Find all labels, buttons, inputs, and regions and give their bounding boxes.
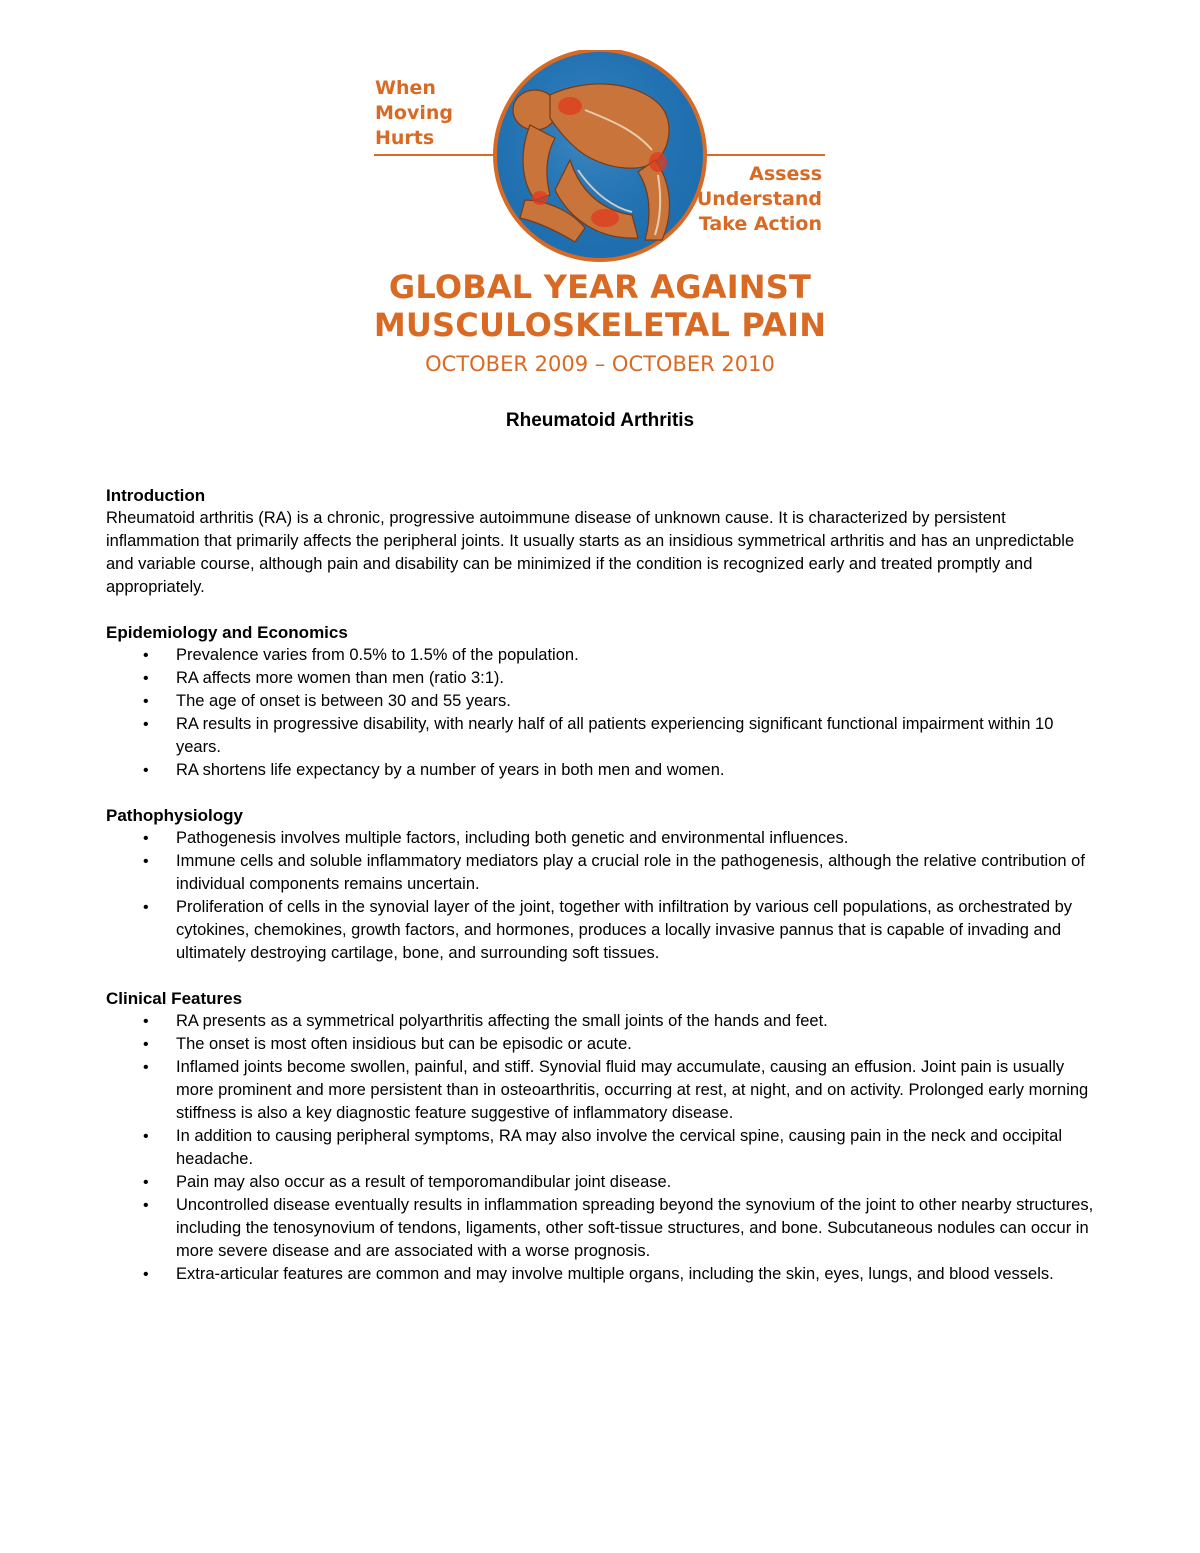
tagline-right-line: Take Action [698,213,822,235]
list-item: • Pathogenesis involves multiple factors, including both genetic and environmental influences. [106,827,1096,850]
campaign-logo [370,50,840,380]
list-item: • RA presents as a symmetrical polyarthritis affecting the small joints of the hands and feet. [106,1010,1096,1033]
section-heading: Epidemiology and Economics [106,623,348,642]
section-heading: Clinical Features [106,989,243,1008]
campaign-dates: OCTOBER 2009 – OCTOBER 2010 [425,352,775,376]
section-clinical-features [106,987,1096,1286]
bullet-list [106,644,1096,782]
section-heading: Introduction [106,486,206,505]
section-introduction [106,484,1096,599]
tagline-left-line: Moving [375,102,453,124]
tagline-left [375,76,453,151]
tagline-left-line: Hurts [375,127,435,149]
campaign-title-line1: GLOBAL YEAR AGAINST [388,268,812,306]
list-item: • Prevalence varies from 0.5% to 1.5% of the population. [106,644,1096,667]
list-item: • The age of onset is between 30 and 55 years. [106,690,1096,713]
tagline-right [697,162,822,237]
tagline-right-line: Assess [749,163,822,185]
list-item: • Proliferation of cells in the synovial layer of the joint, together with infiltration by various cell populations, as orchestrated by cytokines, chemokines, growth factors, and hormones, produces a locally invasive pannus that is capable of invading and ultimately destroying cartilage, bone, and surrounding soft tissues. [106,896,1096,965]
list-item: • Pain may also occur as a result of temporomandibular joint disease. [106,1171,1096,1194]
list-item: • RA shortens life expectancy by a number of years in both men and women. [106,759,1096,782]
section-paragraph: Rheumatoid arthritis (RA) is a chronic, progressive autoimmune disease of unknown cause. It is characterized by persistent inflammation that primarily affects the peripheral joints. It usually starts as an insidious symmetrical arthritis and has an unpredictable and variable course, although pain and disability can be minimized if the condition is recognized early and treated promptly and appropriately. [106,509,1075,596]
tagline-right-line: Understand [696,188,822,210]
document-body [106,484,1096,1308]
list-item: • In addition to causing peripheral symptoms, RA may also involve the cervical spine, causing pain in the neck and occipital headache. [106,1125,1096,1171]
section-heading: Pathophysiology [106,806,243,825]
tagline-left-line: When [375,77,436,99]
list-item: • Inflamed joints become swollen, painful, and stiff. Synovial fluid may accumulate, causing an effusion. Joint pain is usually more prominent and more persistent than in osteoarthritis, occurring at rest, at night, and on activity. Prolonged early morning stiffness is also a key diagnostic feature suggestive of inflammatory disease. [106,1056,1096,1125]
campaign-title-line2: MUSCULOSKELETAL PAIN [373,306,827,344]
list-item: • The onset is most often insidious but can be episodic or acute. [106,1033,1096,1056]
bullet-list [106,827,1096,965]
document-title: Rheumatoid Arthritis [505,410,695,431]
bullet-list [106,1010,1096,1286]
list-item: • RA results in progressive disability, with nearly half of all patients experiencing significant functional impairment within 10 years. [106,713,1096,759]
list-item: • Uncontrolled disease eventually results in inflammation spreading beyond the synovium of the joint to other nearby structures, including the tenosynovium of tendons, ligaments, other soft-tissue structures, and bone. Subcutaneous nodules can occur in more severe disease and are associated with a worse prognosis. [106,1194,1096,1263]
section-epidemiology [106,621,1096,782]
list-item: • Immune cells and soluble inflammatory mediators play a crucial role in the pathogenesis, although the relative contribution of individual components remains uncertain. [106,850,1096,896]
list-item: • Extra-articular features are common and may involve multiple organs, including the skin, eyes, lungs, and blood vessels. [106,1263,1096,1286]
list-item: • RA affects more women than men (ratio 3:1). [106,667,1096,690]
section-pathophysiology [106,804,1096,965]
